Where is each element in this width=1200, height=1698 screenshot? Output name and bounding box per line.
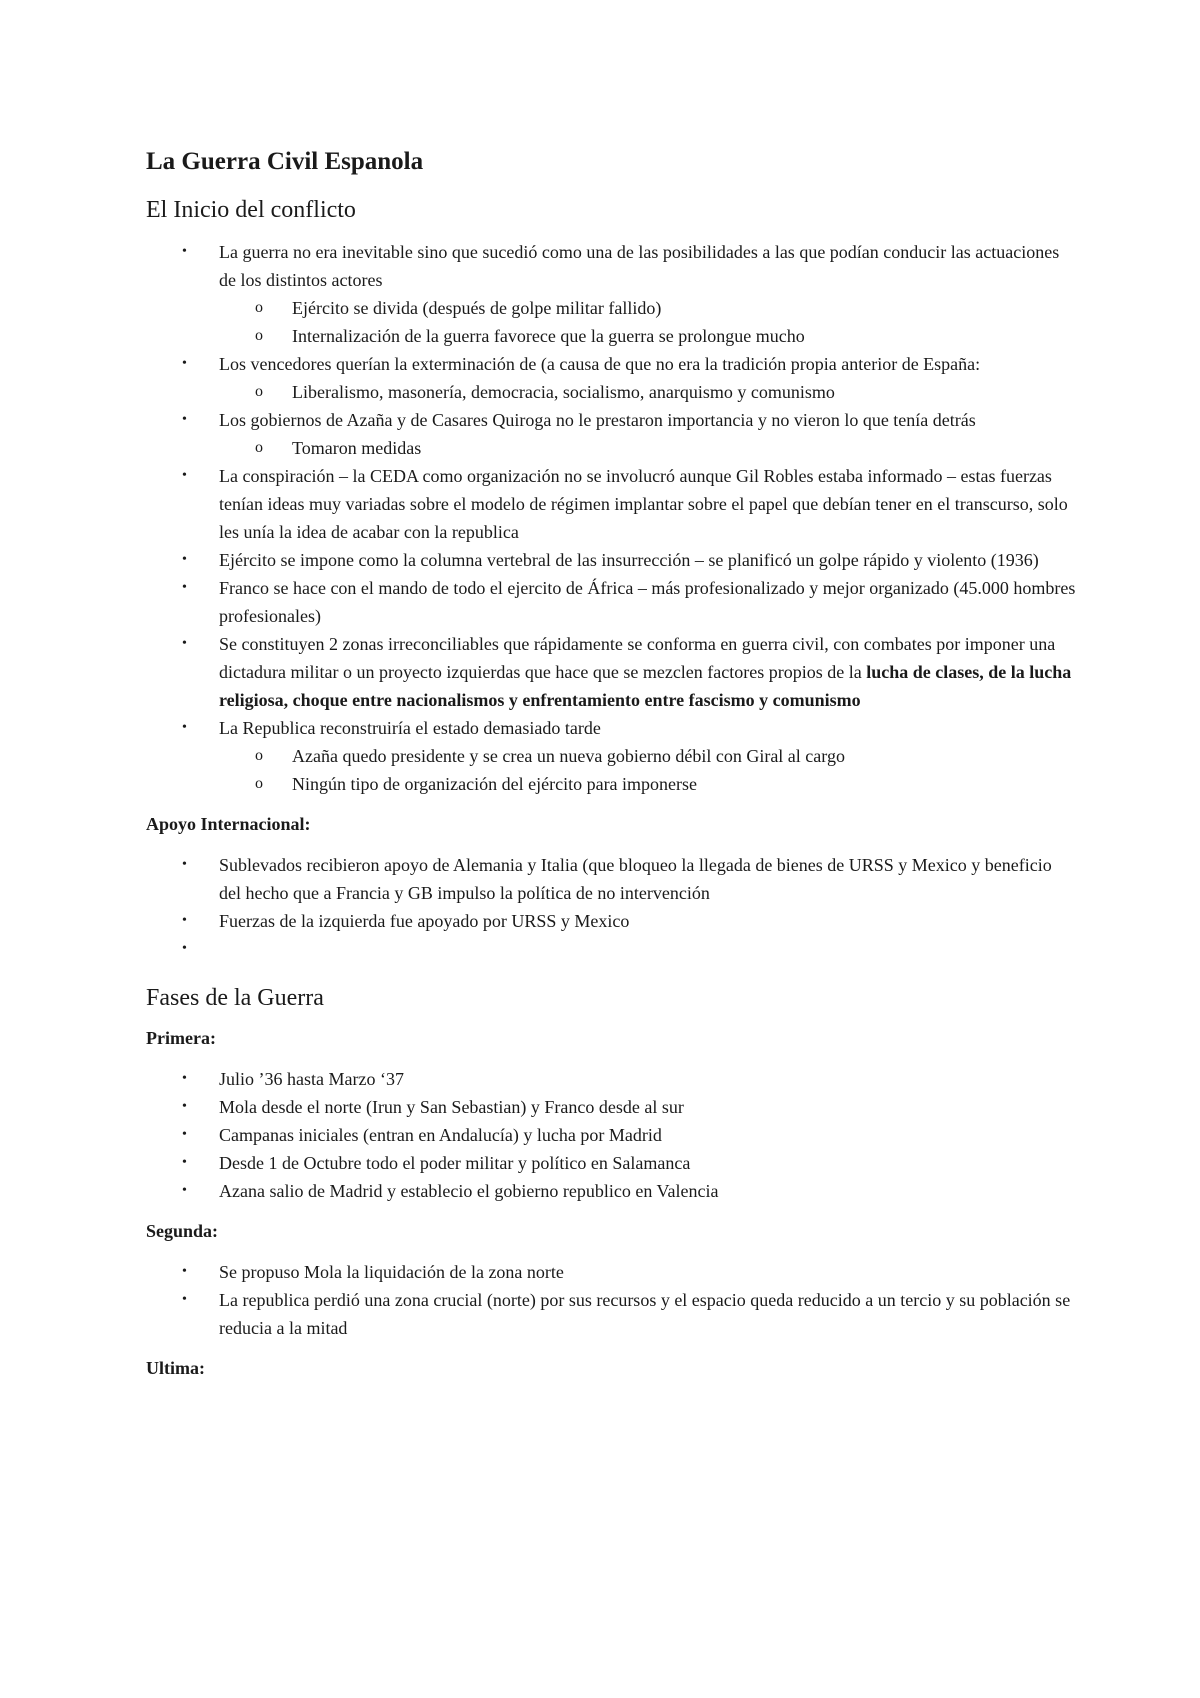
list-item xyxy=(146,907,1076,935)
circle-bullet-icon: o xyxy=(255,774,263,792)
list-item xyxy=(146,1093,1076,1121)
list-item xyxy=(146,238,1076,350)
bullet-icon: • xyxy=(182,1127,187,1143)
sub-list-item-text: Tomaron medidas xyxy=(292,437,422,458)
bullet-icon: • xyxy=(182,467,187,483)
list-item xyxy=(146,1258,1076,1286)
bullet-icon: • xyxy=(182,579,187,595)
sub-list xyxy=(219,434,1076,462)
inicio-list xyxy=(146,238,1076,798)
list-item-text: Se constituyen 2 zonas irreconciliables que rápidamente se conforma en guerra civil, con combates por imponer una dictadura militar o un proyecto izquierdas que hace que se mezclen factores propios de la xyxy=(219,633,1056,682)
segunda-list xyxy=(146,1258,1076,1342)
list-item xyxy=(146,935,1076,963)
list-item xyxy=(146,1149,1076,1177)
bullet-icon: • xyxy=(182,551,187,567)
bullet-icon: • xyxy=(182,1071,187,1087)
list-item-text xyxy=(219,939,224,959)
bullet-icon: • xyxy=(182,856,187,872)
list-item xyxy=(146,350,1076,406)
sub-list-item xyxy=(219,434,1076,462)
list-item-text: Desde 1 de Octubre todo el poder militar y político en Salamanca xyxy=(219,1153,691,1174)
sub-list-item xyxy=(219,770,1076,798)
bullet-icon: • xyxy=(182,940,187,956)
list-item-text: Azana salio de Madrid y establecio el gobierno republico en Valencia xyxy=(219,1181,719,1202)
subheading-ultima: Ultima: xyxy=(146,1358,205,1379)
list-item-text: Mola desde el norte (Irun y San Sebastian) y Franco desde al sur xyxy=(219,1097,684,1118)
bullet-icon: • xyxy=(182,719,187,735)
bullet-icon: • xyxy=(182,635,187,651)
sub-list-item xyxy=(219,322,1076,350)
list-item-text: Franco se hace con el mando de todo el ejercito de África – más profesionalizado y mejor organizado (45.000 hombres profesionales) xyxy=(219,577,1076,626)
list-item xyxy=(146,1177,1076,1205)
sub-list-item-text: Ejército se divida (después de golpe militar fallido) xyxy=(292,297,662,318)
sub-list-item-text: Azaña quedo presidente y se crea un nueva gobierno débil con Giral al cargo xyxy=(292,745,845,766)
list-item-text: Ejército se impone como la columna vertebral de las insurrección – se planificó un golpe rápido y violento (1936) xyxy=(219,549,1039,570)
bullet-icon: • xyxy=(182,1183,187,1199)
list-item-text: Fuerzas de la izquierda fue apoyado por URSS y Mexico xyxy=(219,910,630,931)
sub-list-item-text: Internalización de la guerra favorece que la guerra se prolongue mucho xyxy=(292,325,805,346)
list-item xyxy=(146,462,1076,546)
bullet-icon: • xyxy=(182,1099,187,1115)
list-item xyxy=(146,574,1076,630)
circle-bullet-icon: o xyxy=(255,382,263,400)
sub-list xyxy=(219,742,1076,798)
sub-list-item-text: Liberalismo, masonería, democracia, socialismo, anarquismo y comunismo xyxy=(292,381,835,402)
subheading-primera: Primera: xyxy=(146,1028,216,1049)
list-item xyxy=(146,714,1076,798)
list-item xyxy=(146,1121,1076,1149)
apoyo-list xyxy=(146,851,1076,963)
list-item-text: Julio ’36 hasta Marzo ‘37 xyxy=(219,1069,404,1090)
document-page xyxy=(146,146,1076,1396)
list-item-text: Los vencedores querían la exterminación de (a causa de que no era la tradición propia anterior de España: xyxy=(219,353,981,374)
sub-list-item-text: Ningún tipo de organización del ejército para imponerse xyxy=(292,773,698,794)
list-item-text: La conspiración – la CEDA como organización no se involucró aunque Gil Robles estaba informado – estas fuerzas tenían ideas muy variadas sobre el modelo de régimen implantar sobre el papel que debían tener en el transcurso, solo les unía la idea de acabar con la republica xyxy=(219,465,1068,542)
bullet-icon: • xyxy=(182,1155,187,1171)
list-item xyxy=(146,546,1076,574)
list-item-bold-text: lucha de clases, de la lucha religiosa, choque entre nacionalismos y enfrentamiento entre fascismo y comunismo xyxy=(219,661,1072,710)
document-title: La Guerra Civil Espanola xyxy=(146,148,424,175)
circle-bullet-icon: o xyxy=(255,326,263,344)
sub-list-item xyxy=(219,294,1076,322)
list-item-text: Sublevados recibieron apoyo de Alemania y Italia (que bloqueo la llegada de bienes de URSS y Mexico y beneficio del hecho que a Francia y GB impulso la política de no intervención xyxy=(219,854,1052,903)
bullet-icon: • xyxy=(182,1292,187,1308)
sub-list xyxy=(219,294,1076,350)
bullet-icon: • xyxy=(182,411,187,427)
primera-list xyxy=(146,1065,1076,1205)
sub-list-item xyxy=(219,742,1076,770)
subheading-segunda: Segunda: xyxy=(146,1221,219,1242)
list-item-text: Se propuso Mola la liquidación de la zona norte xyxy=(219,1262,564,1283)
list-item xyxy=(146,630,1076,714)
sub-list-item xyxy=(219,378,1076,406)
list-item xyxy=(146,851,1076,907)
list-item xyxy=(146,1065,1076,1093)
list-item-text: Los gobiernos de Azaña y de Casares Quiroga no le prestaron importancia y no vieron lo que tenía detrás xyxy=(219,409,976,430)
list-item xyxy=(146,1286,1076,1342)
bullet-icon: • xyxy=(182,912,187,928)
list-item xyxy=(146,406,1076,462)
bullet-icon: • xyxy=(182,355,187,371)
circle-bullet-icon: o xyxy=(255,746,263,764)
list-item-text: Campanas iniciales (entran en Andalucía) y lucha por Madrid xyxy=(219,1125,662,1146)
circle-bullet-icon: o xyxy=(255,298,263,316)
section-heading-fases: Fases de la Guerra xyxy=(146,984,324,1011)
circle-bullet-icon: o xyxy=(255,438,263,456)
section-heading-inicio: El Inicio del conflicto xyxy=(146,196,356,223)
bullet-icon: • xyxy=(182,1264,187,1280)
sub-list xyxy=(219,378,1076,406)
subheading-apoyo: Apoyo Internacional: xyxy=(146,813,311,834)
list-item-text: La guerra no era inevitable sino que sucedió como una de las posibilidades a las que podían conducir las actuaciones de los distintos actores xyxy=(219,241,1060,290)
list-item-text: La republica perdió una zona crucial (norte) por sus recursos y el espacio queda reducido a un tercio y su población se reducia a la mitad xyxy=(219,1290,1071,1339)
bullet-icon: • xyxy=(182,243,187,259)
list-item-text: La Republica reconstruiría el estado demasiado tarde xyxy=(219,717,601,738)
